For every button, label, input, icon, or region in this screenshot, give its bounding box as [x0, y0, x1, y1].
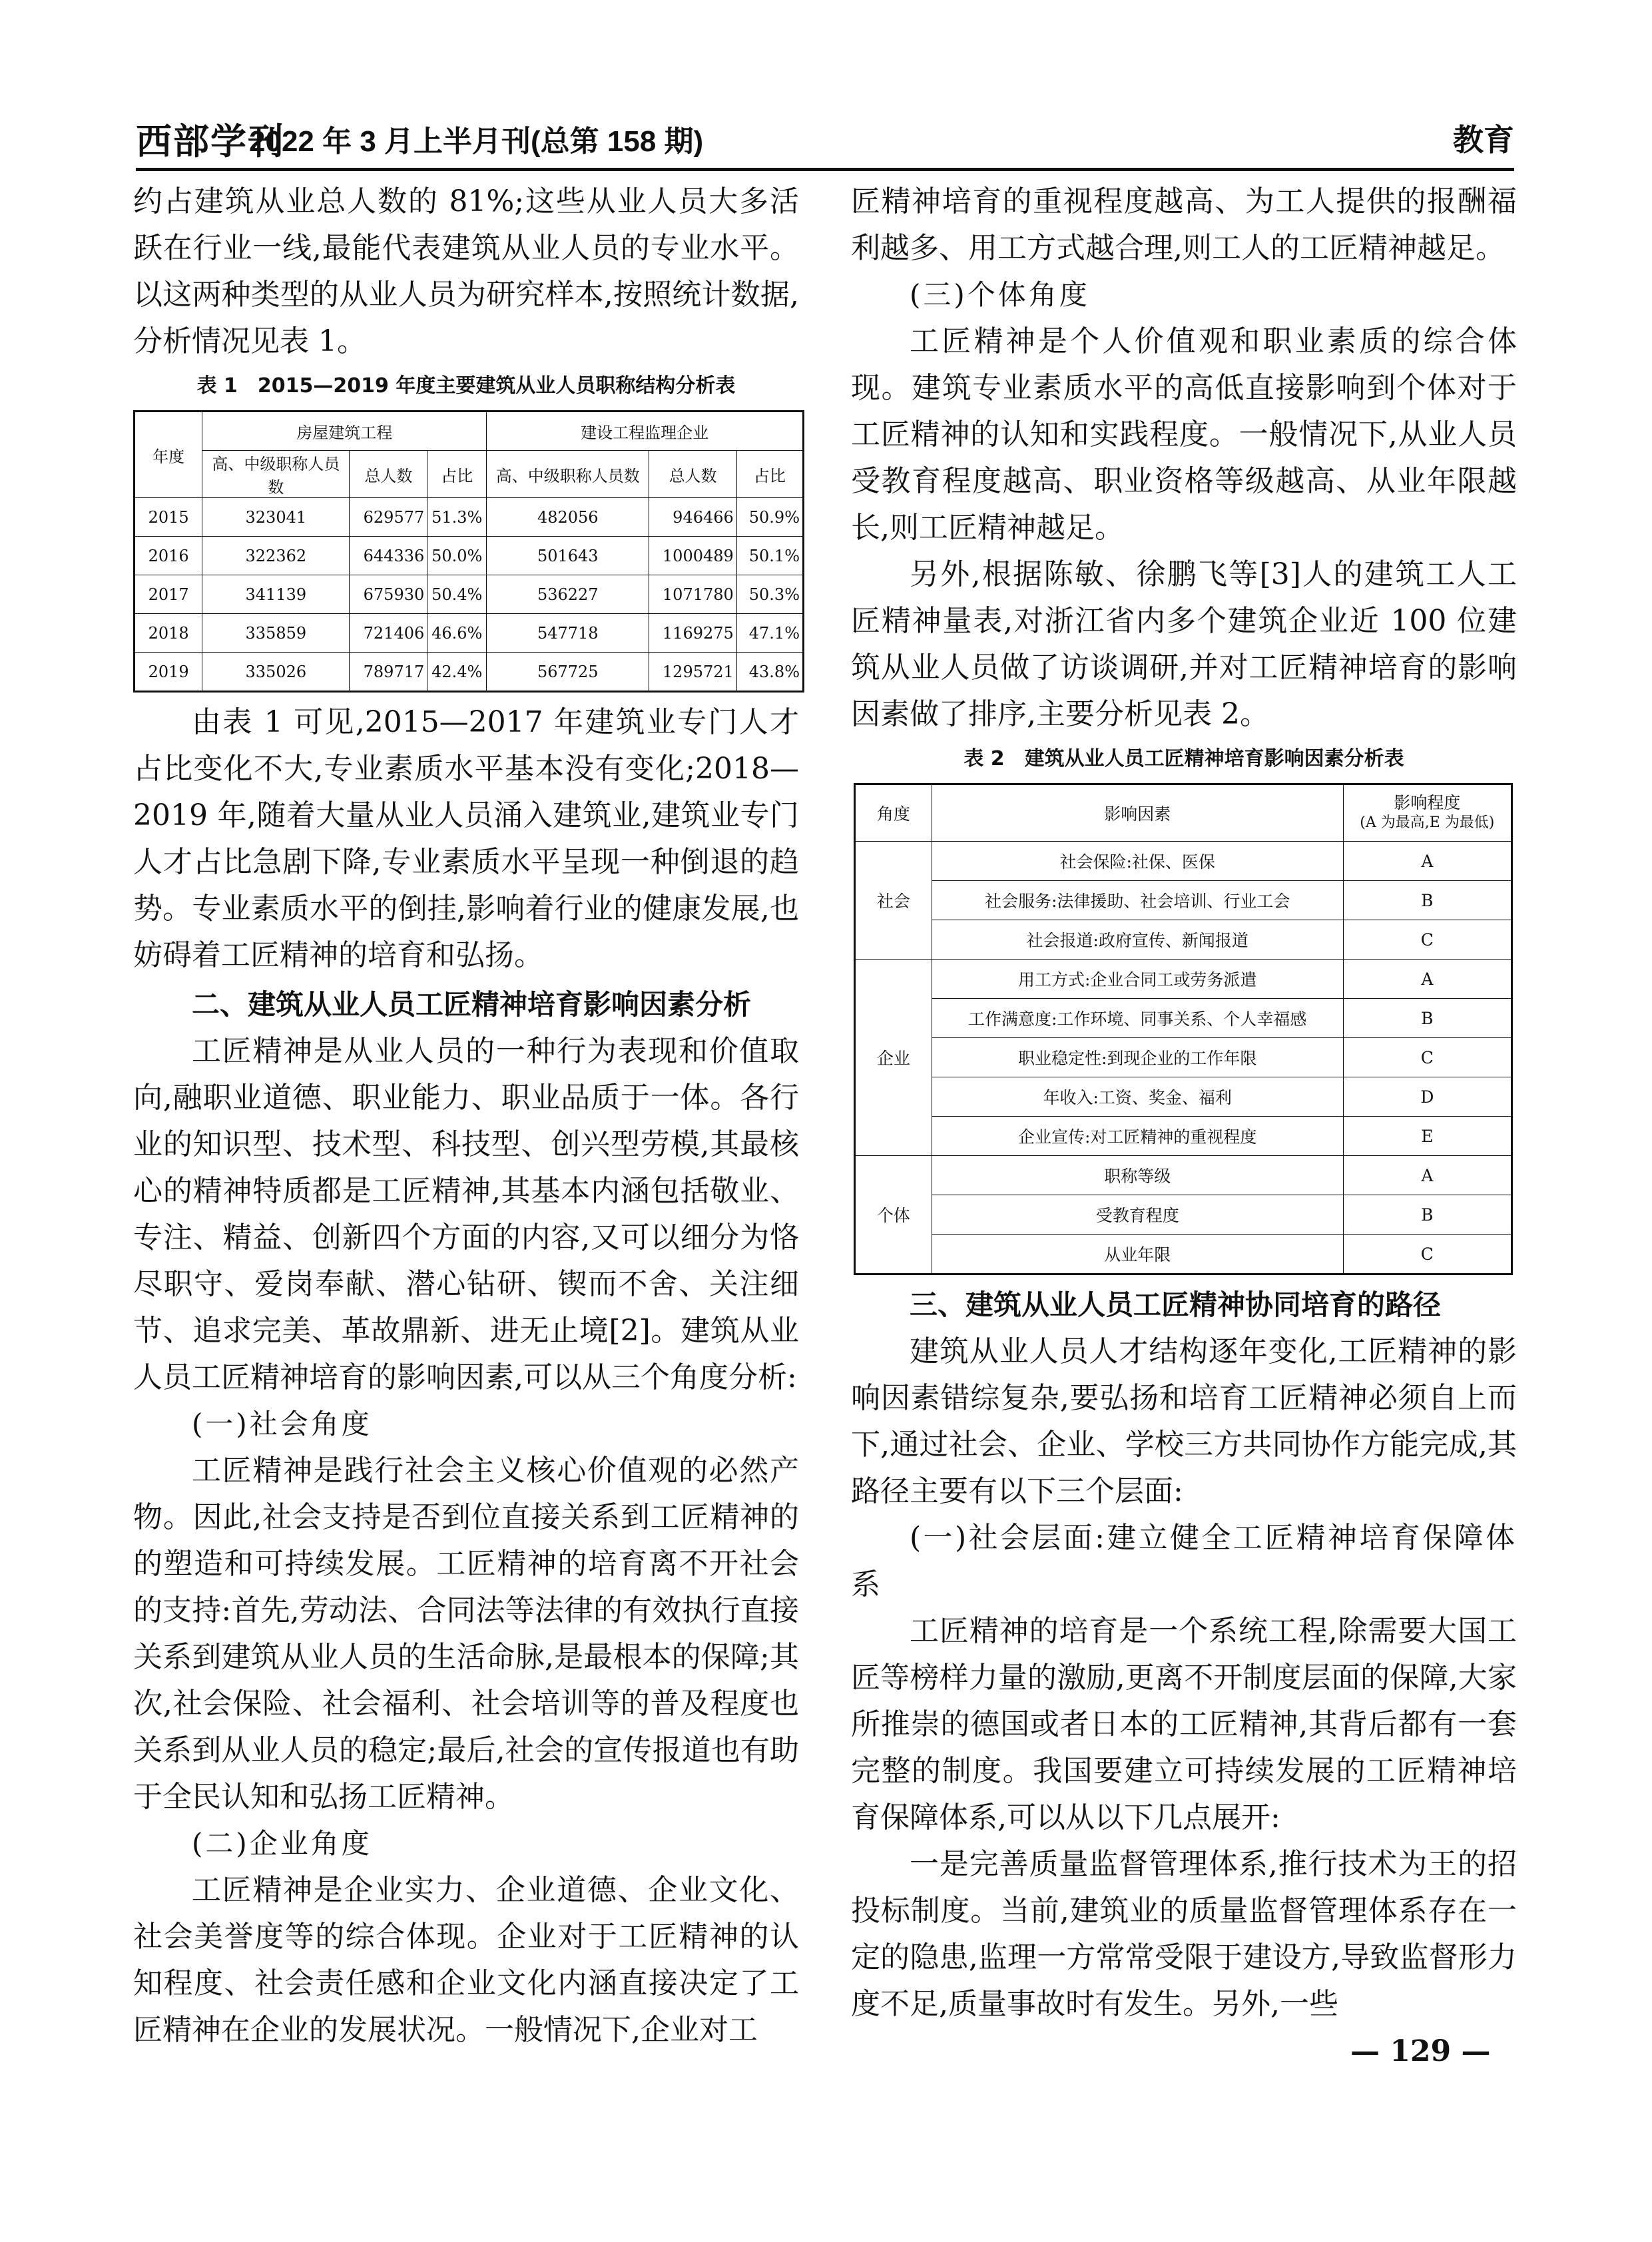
table2-factor: 职业稳定性:到现企业的工作年限	[932, 1038, 1343, 1077]
issue-info: 2022 年 3 月上半月刊(总第 158 期)	[249, 125, 704, 158]
table1-cell: 789717	[350, 653, 427, 692]
table1-cell: 50.9%	[736, 498, 803, 537]
table2-angle: 企业	[855, 960, 932, 1156]
table1-col-titled: 高、中级职称人员数	[487, 451, 649, 498]
table2-caption: 表 2 建筑从业人员工匠精神培育影响因素分析表	[964, 747, 1404, 770]
table1-cell: 50.0%	[427, 537, 487, 575]
table2-level: B	[1343, 881, 1512, 920]
page-number: — 129 —	[1350, 2034, 1491, 2068]
table1-cell: 2016	[135, 537, 202, 575]
table1-group-b: 建设工程监理企业	[487, 412, 804, 451]
paragraph: 工匠精神是企业实力、企业道德、企业文化、社会美誉度等的综合体现。企业对于工匠精神的认知程度、社会责任感和企业文化内涵直接决定了工匠精神在企业的发展状况。一般情况下,企业对工	[133, 1873, 799, 2047]
table-row	[135, 498, 804, 537]
table2-level: C	[1343, 1038, 1512, 1077]
table1-cell: 2017	[135, 575, 202, 614]
table1-cell: 2015	[135, 498, 202, 537]
table1-cell: 2019	[135, 653, 202, 692]
table-row	[855, 1156, 1512, 1195]
section-label: 教育	[1453, 122, 1514, 158]
table1-cell: 482056	[487, 498, 649, 537]
table2-angle: 社会	[855, 842, 932, 960]
table2-factor: 用工方式:企业合同工或劳务派遣	[932, 960, 1343, 999]
paragraph: 工匠精神是个人价值观和职业素质的综合体现。建筑专业素质水平的高低直接影响到个体对于工匠精神的认知和实践程度。一般情况下,从业人员受教育程度越高、职业资格等级越高、从业年限越长,则工匠精神越足。	[851, 324, 1517, 545]
table1-cell: 629577	[350, 498, 427, 537]
table1-cell: 1169275	[649, 614, 736, 653]
table2-col-angle: 角度	[855, 784, 932, 842]
table2-level: B	[1343, 999, 1512, 1038]
header-rule	[136, 168, 1514, 171]
table-row	[855, 960, 1512, 999]
right-column	[851, 178, 1517, 2028]
table-row	[855, 920, 1512, 960]
table2-level: E	[1343, 1117, 1512, 1156]
table1-cell: 335026	[202, 653, 350, 692]
table1-cell: 51.3%	[427, 498, 487, 537]
subsection-heading: (一)社会角度	[192, 1408, 372, 1440]
table-row	[855, 999, 1512, 1038]
table1-col-ratio: 占比	[427, 451, 487, 498]
table1-cell: 1071780	[649, 575, 736, 614]
table1	[133, 410, 804, 693]
table2-level: C	[1343, 920, 1512, 960]
paragraph: 建筑从业人员人才结构逐年变化,工匠精神的影响因素错综复杂,要弘扬和培育工匠精神必须自上而下,通过社会、企业、学校三方共同协作方能完成,其路径主要有以下三个层面:	[851, 1334, 1517, 1508]
table2-factor: 从业年限	[932, 1235, 1343, 1274]
table2-angle: 个体	[855, 1156, 932, 1274]
paragraph: 约占建筑从业总人数的 81%;这些从业人员大多活跃在行业一线,最能代表建筑从业人员的专业水平。以这两种类型的从业人员为研究样本,按照统计数据,分析情况见表 1。	[133, 184, 799, 358]
section-heading: 二、建筑从业人员工匠精神培育影响因素分析	[192, 988, 752, 1021]
page-header	[136, 113, 1514, 160]
table1-year-header: 年度	[135, 412, 202, 498]
table1-cell: 50.1%	[736, 537, 803, 575]
table2	[854, 783, 1513, 1275]
table1-cell: 42.4%	[427, 653, 487, 692]
table1-cell: 47.1%	[736, 614, 803, 653]
table-row	[855, 1117, 1512, 1156]
paragraph: 工匠精神的培育是一个系统工程,除需要大国工匠等榜样力量的激励,更离不开制度层面的保障,大家所推崇的德国或者日本的工匠精神,其背后都有一套完整的制度。我国要建立可持续发展的工匠精神培育保障体系,可以从以下几点展开:	[851, 1614, 1517, 1834]
table1-col-titled: 高、中级职称人员数	[202, 451, 350, 498]
table-row	[135, 614, 804, 653]
table-row	[135, 537, 804, 575]
table2-factor: 社会保险:社保、医保	[932, 842, 1343, 881]
table-row	[855, 1077, 1512, 1117]
table-row	[135, 575, 804, 614]
table1-cell: 675930	[350, 575, 427, 614]
table2-factor: 年收入:工资、奖金、福利	[932, 1077, 1343, 1117]
table2-level: C	[1343, 1235, 1512, 1274]
table2-factor: 受教育程度	[932, 1195, 1343, 1235]
table2-level: A	[1343, 1156, 1512, 1195]
table2-col-degree-cell	[1343, 784, 1512, 842]
table2-col-degree: 影响程度	[1394, 793, 1461, 812]
journal-logo: 西部学刊	[136, 120, 285, 162]
table1-group-a: 房屋建筑工程	[202, 412, 487, 451]
subsection-heading: (三)个体角度	[910, 278, 1090, 311]
table1-cell: 567725	[487, 653, 649, 692]
table1-cell: 341139	[202, 575, 350, 614]
table-row	[855, 881, 1512, 920]
table2-col-factor: 影响因素	[932, 784, 1343, 842]
table1-cell: 2018	[135, 614, 202, 653]
table1-cell: 547718	[487, 614, 649, 653]
table2-level: A	[1343, 842, 1512, 881]
table1-cell: 536227	[487, 575, 649, 614]
table1-col-ratio: 占比	[736, 451, 803, 498]
table2-factor: 社会服务:法律援助、社会培训、行业工会	[932, 881, 1343, 920]
table1-cell: 46.6%	[427, 614, 487, 653]
paragraph: 工匠精神是践行社会主义核心价值观的必然产物。因此,社会支持是否到位直接关系到工匠精神的的塑造和可持续发展。工匠精神的培育离不开社会的支持:首先,劳动法、合同法等法律的有效执行直接关系到建筑从业人员的生活命脉,是最根本的保障;其次,社会保险、社会福利、社会培训等的普及程度也关系到从业人员的稳定;最后,社会的宣传报道也有助于全民认知和弘扬工匠精神。	[133, 1454, 799, 1814]
paragraph: 由表 1 可见,2015—2017 年建筑业专门人才占比变化不大,专业素质水平基本没有变化;2018—2019 年,随着大量从业人员涌入建筑业,建筑业专门人才占比急剧下降,专业素质水平呈现一种倒退的趋势。专业素质水平的倒挂,影响着行业的健康发展,也妨碍着工匠精神的培育和弘扬。	[133, 705, 799, 972]
table2-factor: 企业宣传:对工匠精神的重视程度	[932, 1117, 1343, 1156]
table2-level: A	[1343, 960, 1512, 999]
table1-col-total: 总人数	[350, 451, 427, 498]
table1-cell: 50.3%	[736, 575, 803, 614]
paragraph: 一是完善质量监督管理体系,推行技术为王的招投标制度。当前,建筑业的质量监督管理体系存在一定的隐患,监理一方常常受限于建设方,导致监督形力度不足,质量事故时有发生。另外,一些	[851, 1847, 1517, 2021]
table2-level: D	[1343, 1077, 1512, 1117]
table1-cell: 1000489	[649, 537, 736, 575]
table-row	[135, 653, 804, 692]
table1-cell: 501643	[487, 537, 649, 575]
table1-cell: 1295721	[649, 653, 736, 692]
table1-cell: 43.8%	[736, 653, 803, 692]
table1-col-total: 总人数	[649, 451, 736, 498]
table2-factor: 社会报道:政府宣传、新闻报道	[932, 920, 1343, 960]
table-row	[855, 842, 1512, 881]
subsection-heading: (一)社会层面:建立健全工匠精神培育保障体系	[851, 1521, 1517, 1601]
table1-cell: 335859	[202, 614, 350, 653]
table1-cell: 50.4%	[427, 575, 487, 614]
table1-cell: 946466	[649, 498, 736, 537]
table-row	[855, 1235, 1512, 1274]
table1-caption: 表 1 2015—2019 年度主要建筑从业人员职称结构分析表	[196, 374, 736, 398]
table-row	[855, 1038, 1512, 1077]
table1-cell: 322362	[202, 537, 350, 575]
section-heading: 三、建筑从业人员工匠精神协同培育的路径	[910, 1288, 1442, 1321]
left-column	[133, 178, 799, 2054]
table1-cell: 323041	[202, 498, 350, 537]
table2-col-degree-note: (A 为最高,E 为最低)	[1360, 814, 1495, 831]
table1-cell: 721406	[350, 614, 427, 653]
paragraph: 匠精神培育的重视程度越高、为工人提供的报酬福利越多、用工方式越合理,则工人的工匠精神越足。	[851, 184, 1517, 265]
table-row	[855, 1195, 1512, 1235]
table2-factor: 工作满意度:工作环境、同事关系、个人幸福感	[932, 999, 1343, 1038]
paragraph: 另外,根据陈敏、徐鹏飞等[3]人的建筑工人工匠精神量表,对浙江省内多个建筑企业近 100 位建筑从业人员做了访谈调研,并对工匠精神培育的影响因素做了排序,主要分析见表 2。	[851, 557, 1517, 731]
table1-cell: 644336	[350, 537, 427, 575]
table2-factor: 职称等级	[932, 1156, 1343, 1195]
table2-level: B	[1343, 1195, 1512, 1235]
paragraph: 工匠精神是从业人员的一种行为表现和价值取向,融职业道德、职业能力、职业品质于一体。各行业的知识型、技术型、科技型、创兴型劳模,其最核心的精神特质都是工匠精神,其基本内涵包括敬业、专注、精益、创新四个方面的内容,又可以细分为恪尽职守、爱岗奉献、潜心钻研、锲而不舍、关注细节、追求完美、革故鼎新、进无止境[2]。建筑从业人员工匠精神培育的影响因素,可以从三个角度分析:	[133, 1034, 799, 1394]
subsection-heading: (二)企业角度	[192, 1827, 372, 1860]
